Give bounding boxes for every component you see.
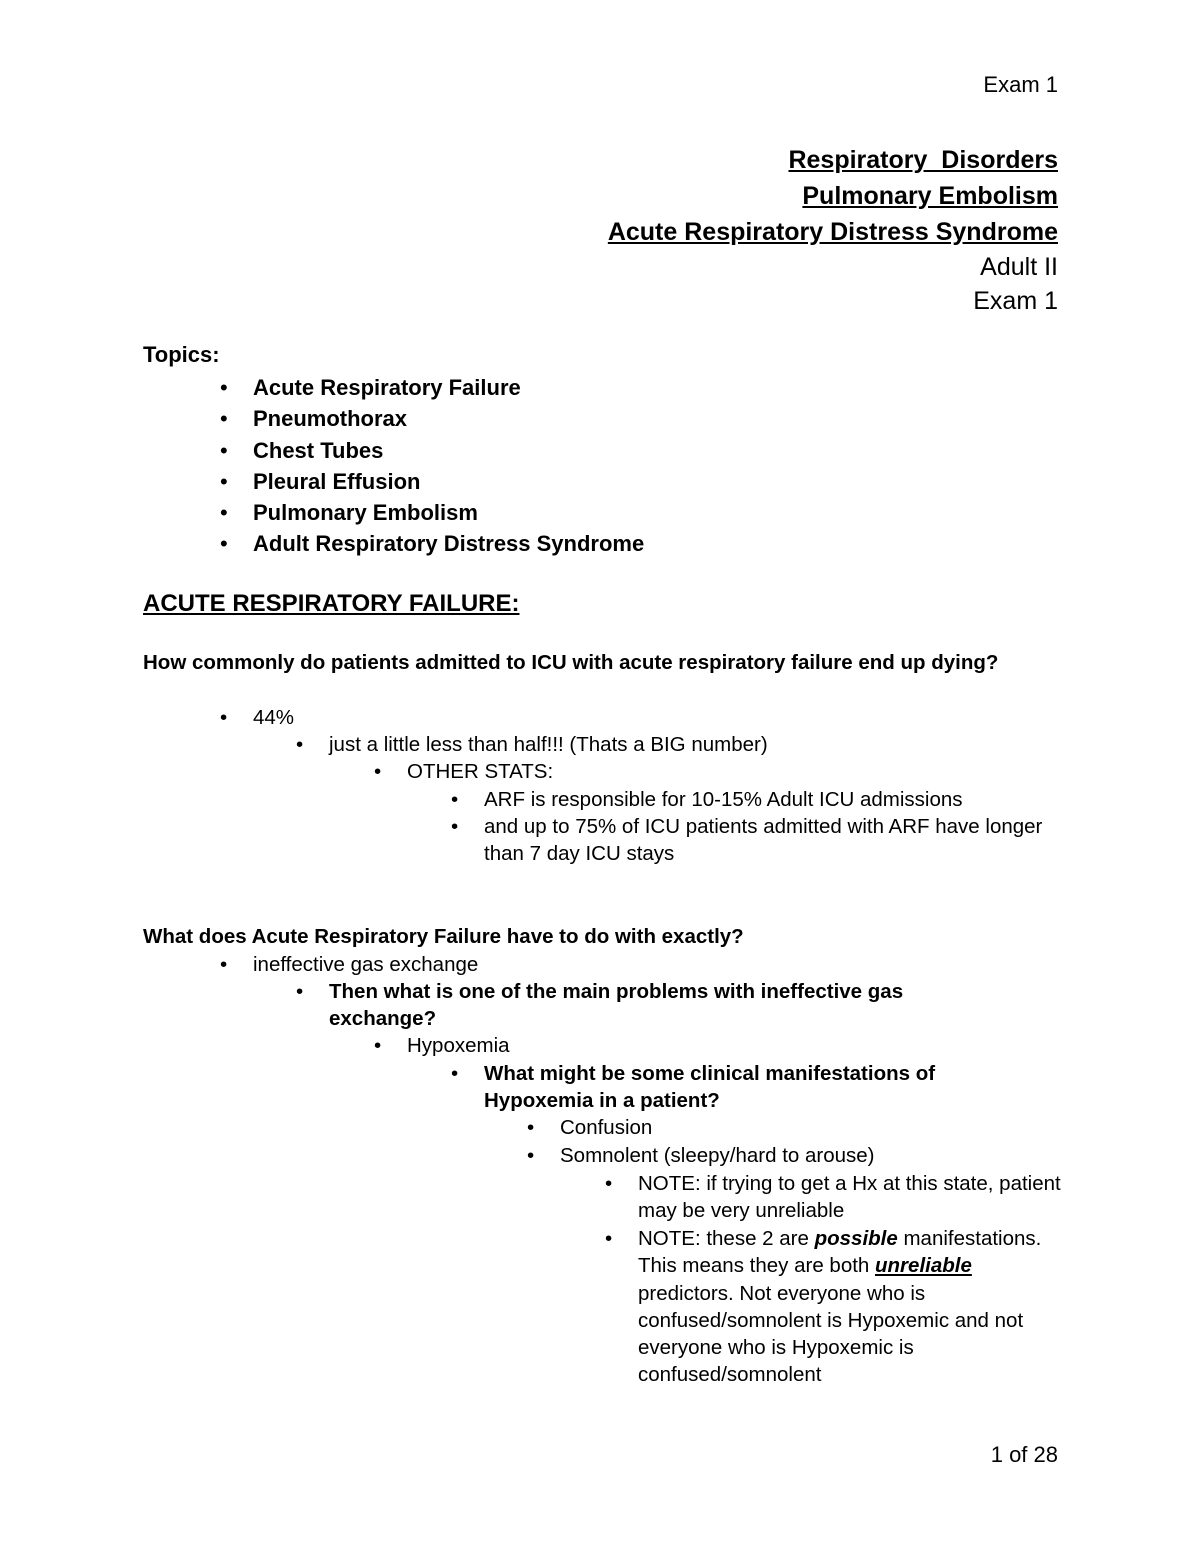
answer-ineffective-gas-exchange: • ineffective gas exchange (220, 951, 478, 978)
bullet-icon: • (296, 733, 304, 756)
bullet-icon: • (451, 815, 459, 838)
title-block (608, 142, 1058, 318)
answer-44-percent: • 44% (220, 704, 294, 731)
answer-sub-note: • just a little less than half!!! (Thats a BIG number) (296, 731, 896, 758)
bullet-icon: • (220, 375, 228, 400)
bullet-icon: • (374, 1034, 382, 1057)
followup-question: • Then what is one of the main problems with ineffective gas exchange? (296, 980, 904, 1030)
note-item: • NOTE: if trying to get a Hx at this state, patient may be very unreliable (605, 1172, 1061, 1223)
topics-label: Topics: (143, 342, 220, 367)
section-heading-arf: ACUTE RESPIRATORY FAILURE: (143, 590, 520, 617)
bullet-icon: • (220, 500, 228, 526)
bullet-icon: • (220, 953, 228, 976)
page-number: 1 of 28 (990, 1442, 1058, 1467)
title-respiratory-disorders: Respiratory Disorders (788, 146, 1058, 174)
topic-item: • Chest Tubes (220, 435, 644, 466)
bullet-icon: • (527, 1116, 535, 1139)
bullet-icon: • (220, 468, 228, 494)
topic-item: • Pleural Effusion (220, 466, 644, 497)
question-mortality: How commonly do patients admitted to ICU with acute respiratory failure end up dying? (143, 651, 999, 674)
bullet-icon: • (605, 1172, 613, 1195)
bullet-icon: • (451, 788, 459, 811)
stat-item: • and up to 75% of ICU patients admitted with ARF have longer than 7 day ICU stays (451, 815, 1043, 866)
note-text: NOTE: these 2 are possible manifestations. This means they are both unreliable predictors. Not everyone who is confused/somnolent is Hypoxemic and not everyone who is Hypoxemic is confused/somnolent (638, 1227, 1042, 1387)
manifestation-item: • Somnolent (sleepy/hard to arouse) (527, 1142, 987, 1169)
topic-item: • Pulmonary Embolism (220, 497, 644, 528)
bullet-icon: • (451, 1062, 459, 1085)
bullet-icon: • (296, 980, 304, 1003)
bullet-icon: • (220, 406, 228, 432)
topics-list (220, 372, 644, 560)
bullet-icon: • (527, 1144, 535, 1167)
bullet-icon: • (220, 531, 228, 557)
other-stats-label: • OTHER STATS: (374, 758, 553, 785)
bullet-icon: • (374, 760, 382, 783)
stat-item: • ARF is responsible for 10-15% Adult ICU admissions (451, 786, 1071, 813)
topic-item: • Pneumothorax (220, 403, 644, 434)
emphasis-possible: possible (814, 1227, 898, 1250)
answer-hypoxemia: • Hypoxemia (374, 1032, 510, 1059)
bullet-icon: • (605, 1227, 613, 1250)
title-pulmonary-embolism: Pulmonary Embolism (802, 182, 1058, 210)
running-header: Exam 1 (983, 72, 1058, 97)
bullet-icon: • (220, 706, 228, 729)
title-ards: Acute Respiratory Distress Syndrome (607, 218, 1058, 246)
manifestation-item: • Confusion (527, 1114, 652, 1141)
note-item (605, 1225, 1065, 1389)
exam-label: Exam 1 (973, 287, 1058, 315)
topic-item: • Acute Respiratory Failure (220, 372, 644, 403)
course-name: Adult II (980, 253, 1058, 281)
bullet-icon: • (220, 437, 228, 463)
emphasis-unreliable: unreliable (875, 1254, 972, 1278)
question-gas-exchange: What does Acute Respiratory Failure have to do with exactly? (143, 925, 744, 948)
followup-question-manifestations: • What might be some clinical manifestations of Hypoxemia in a patient? (451, 1062, 936, 1112)
topic-item: • Adult Respiratory Distress Syndrome (220, 528, 644, 559)
